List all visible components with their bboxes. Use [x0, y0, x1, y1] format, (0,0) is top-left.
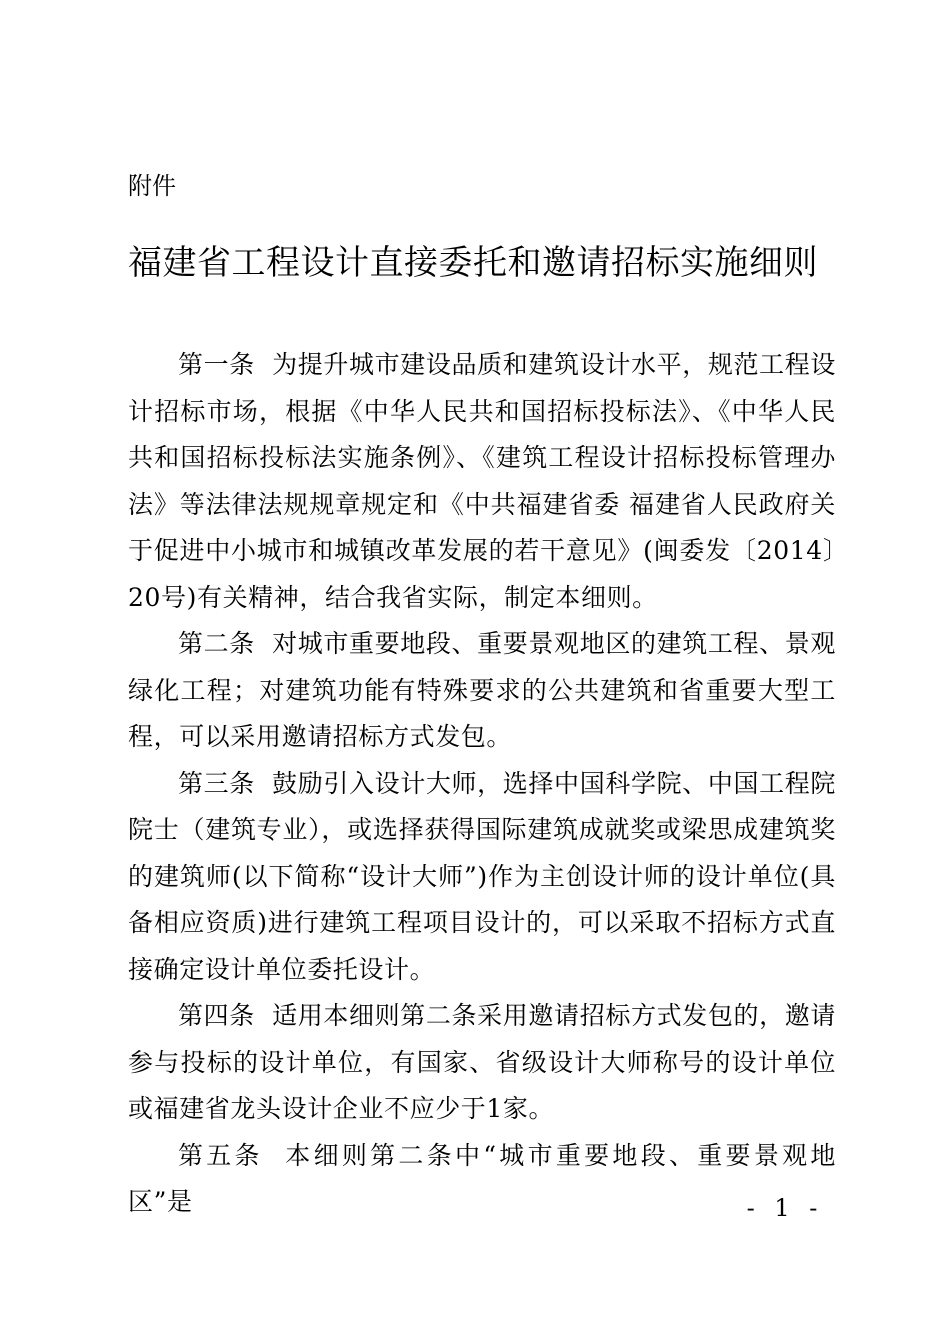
- page-number: - 1 -: [746, 1194, 824, 1222]
- article-text: 本细则第二条中“城市重要地段、重要景观地区”是: [128, 1140, 836, 1216]
- article-text: 为提升城市建设品质和建筑设计水平，规范工程设计招标市场，根据《中华人民共和国招标投标法》、《中华人民共和国招标投标法实施条例》、《建筑工程设计招标投标管理办法》等法律法规规章规定和《中共福建省委 福建省人民政府关于促进中小城市和城镇改革发展的若干意见》(闽委发〔2014〕20号)有关精神，结合我省实际，制定本细则。: [128, 350, 836, 612]
- article-text: 鼓励引入设计大师，选择中国科学院、中国工程院院士（建筑专业），或选择获得国际建筑成就奖或梁思成建筑奖的建筑师(以下简称“设计大师”)作为主创设计师的设计单位(具备相应资质)进行建筑工程项目设计的，可以采取不招标方式直接确定设计单位委托设计。: [128, 768, 836, 984]
- article-heading: 第五条: [178, 1140, 263, 1170]
- article-text: 适用本细则第二条采用邀请招标方式发包的，邀请参与投标的设计单位，有国家、省级设计大师称号的设计单位或福建省龙头设计企业不应少于1家。: [128, 1001, 836, 1123]
- document-body: [128, 342, 836, 1226]
- article-3: [128, 761, 836, 994]
- article-1: [128, 342, 836, 621]
- attachment-label: 附件: [128, 172, 176, 200]
- article-heading: 第一条: [178, 350, 255, 379]
- article-2: [128, 621, 836, 761]
- article-heading: 第三条: [178, 768, 255, 798]
- article-text: 对城市重要地段、重要景观地区的建筑工程、景观绿化工程；对建筑功能有特殊要求的公共建筑和省重要大型工程，可以采用邀请招标方式发包。: [128, 629, 836, 751]
- article-4: [128, 993, 836, 1133]
- article-heading: 第四条: [178, 1001, 255, 1030]
- article-5: [128, 1133, 836, 1226]
- article-heading: 第二条: [178, 629, 255, 658]
- document-title: 福建省工程设计直接委托和邀请招标实施细则: [128, 243, 818, 283]
